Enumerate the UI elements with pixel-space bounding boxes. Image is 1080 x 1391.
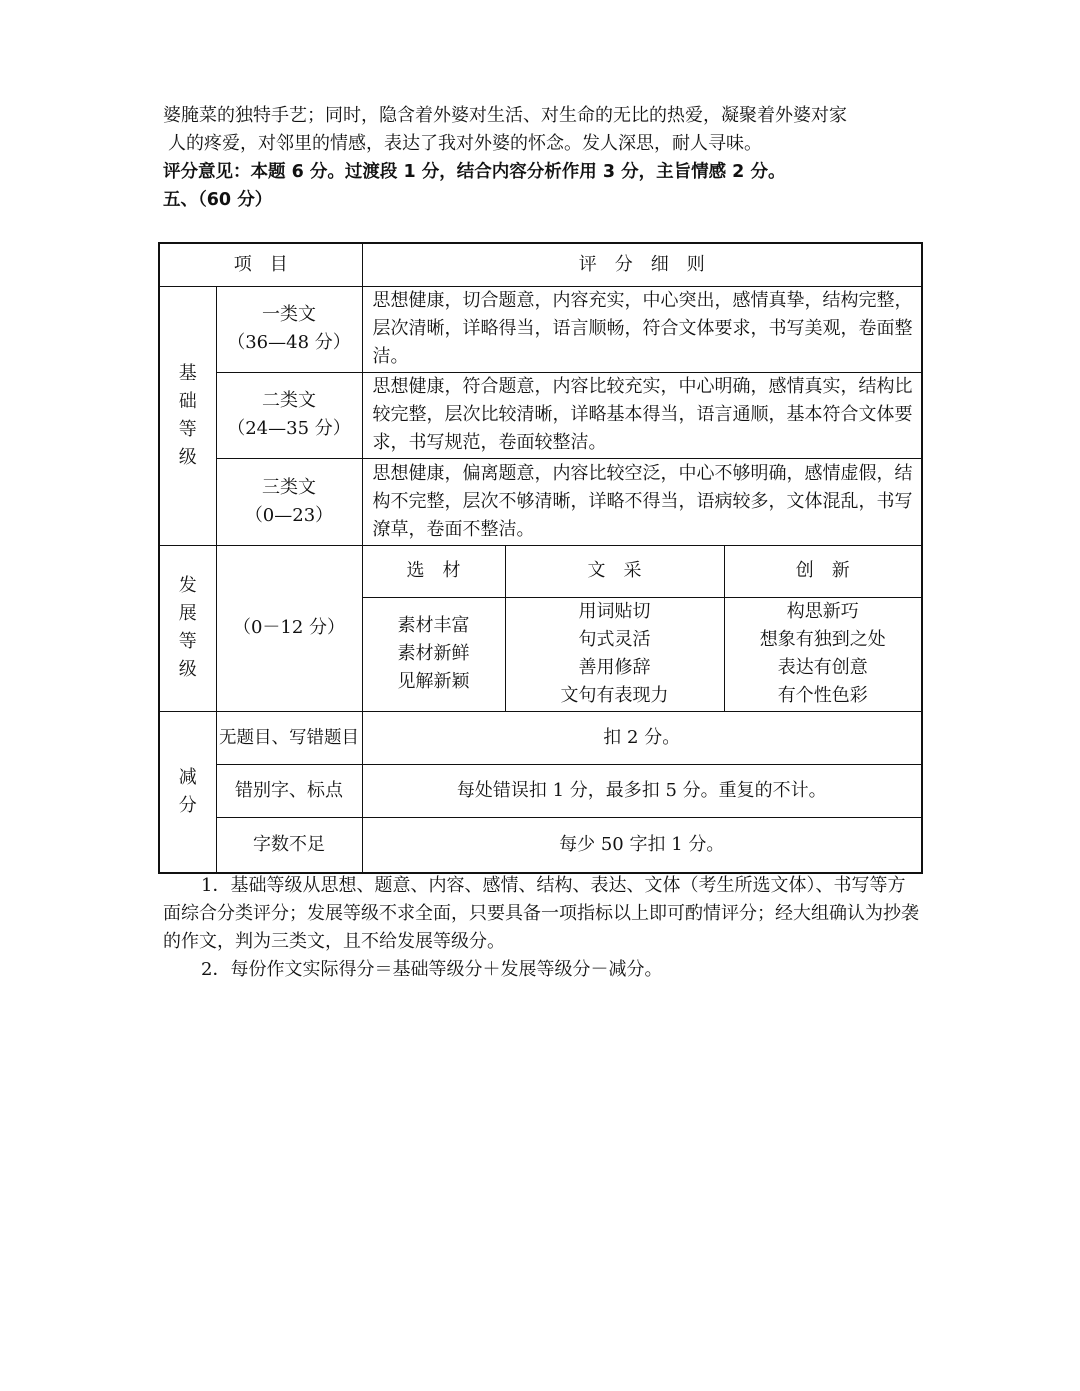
note-2: 2．每份作文实际得分＝基础等级分＋发展等级分－减分。 xyxy=(201,959,663,980)
list-item: 表达有创意 xyxy=(777,657,868,678)
table-row xyxy=(159,764,922,817)
intro-line-1: 婆腌菜的独特手艺；同时，隐含着外婆对生活、对生命的无比的热爱，凝聚着外婆对家 xyxy=(163,105,847,126)
criterion-items xyxy=(362,597,505,711)
grade-name: 三类文 xyxy=(262,476,316,498)
grade-cell xyxy=(216,286,362,372)
table-row xyxy=(159,817,922,873)
rubric-table xyxy=(158,242,923,874)
list-item: 用词贴切 xyxy=(578,601,651,622)
section-heading: 五、（60 分） xyxy=(163,190,273,210)
table-row xyxy=(159,286,922,372)
list-item: 句式灵活 xyxy=(578,629,651,650)
deduction-rule: 每少 50 字扣 1 分。 xyxy=(362,817,922,873)
list-item: 素材新鲜 xyxy=(397,643,470,664)
table-row xyxy=(159,545,922,597)
header-item: 项 目 xyxy=(159,243,362,286)
list-item: 见解新颖 xyxy=(397,671,470,692)
deduction-item: 错别字、标点 xyxy=(216,764,362,817)
table-row xyxy=(159,458,922,545)
criterion-title: 文 采 xyxy=(505,545,724,597)
grade-score: （0—23） xyxy=(244,504,334,526)
development-score: （0－12 分） xyxy=(216,545,362,711)
list-item: 构思新巧 xyxy=(786,601,859,622)
grade-cell xyxy=(216,458,362,545)
deduction-item: 无题目、写错题目 xyxy=(216,711,362,764)
criterion-items xyxy=(724,597,922,711)
table-header-row xyxy=(159,243,922,286)
grade-score: （24—35 分） xyxy=(227,418,351,439)
deduction-label: 减分 xyxy=(159,711,216,873)
grade-name: 二类文 xyxy=(262,390,316,411)
deduction-item: 字数不足 xyxy=(216,817,362,873)
criterion-title: 选 材 xyxy=(362,545,505,597)
list-item: 素材丰富 xyxy=(397,615,470,636)
grade-cell xyxy=(216,372,362,458)
list-item: 想象有独到之处 xyxy=(759,629,886,650)
note-1: 1．基础等级从思想、题意、内容、感情、结构、表达、文体（考生所选文体）、书写等方面综合分类评分；发展等级不求全面，只要具备一项指标以上即可酌情评分；经大组确认为抄袭的作文，判为三类文，且不给发展等级分。 xyxy=(163,875,919,952)
list-item: 善用修辞 xyxy=(578,657,651,678)
grade-description: 思想健康，符合题意，内容比较充实，中心明确，感情真实，结构比较完整，层次比较清晰，详略基本得当，语言通顺，基本符合文体要求，书写规范，卷面较整洁。 xyxy=(362,372,922,458)
scoring-opinion: 评分意见：本题 6 分。过渡段 1 分，结合内容分析作用 3 分，主旨情感 2 分。 xyxy=(163,162,786,182)
criterion-title: 创 新 xyxy=(724,545,922,597)
grade-score: （36—48 分） xyxy=(227,332,351,353)
table-row xyxy=(159,372,922,458)
intro-line-2: 人的疼爱，对邻里的情感，表达了我对外婆的怀念。发人深思，耐人寻味。 xyxy=(168,133,762,154)
basic-level-label: 基础等级 xyxy=(159,286,216,545)
criterion-items xyxy=(505,597,724,711)
grade-name: 一类文 xyxy=(262,304,316,325)
header-rules: 评 分 细 则 xyxy=(362,243,922,286)
grade-description: 思想健康，偏离题意，内容比较空泛，中心不够明确，感情虚假，结构不完整，层次不够清晰，详略不得当，语病较多，文体混乱，书写潦草，卷面不整洁。 xyxy=(362,458,922,545)
grade-description: 思想健康，切合题意，内容充实，中心突出，感情真挚，结构完整，层次清晰，详略得当，语言顺畅，符合文体要求，书写美观，卷面整洁。 xyxy=(362,286,922,372)
deduction-rule: 每处错误扣 1 分，最多扣 5 分。重复的不计。 xyxy=(362,764,922,817)
list-item: 文句有表现力 xyxy=(560,685,669,706)
list-item: 有个性色彩 xyxy=(777,685,868,706)
development-level-label: 发展等级 xyxy=(159,545,216,711)
table-row xyxy=(159,711,922,764)
deduction-rule: 扣 2 分。 xyxy=(362,711,922,764)
